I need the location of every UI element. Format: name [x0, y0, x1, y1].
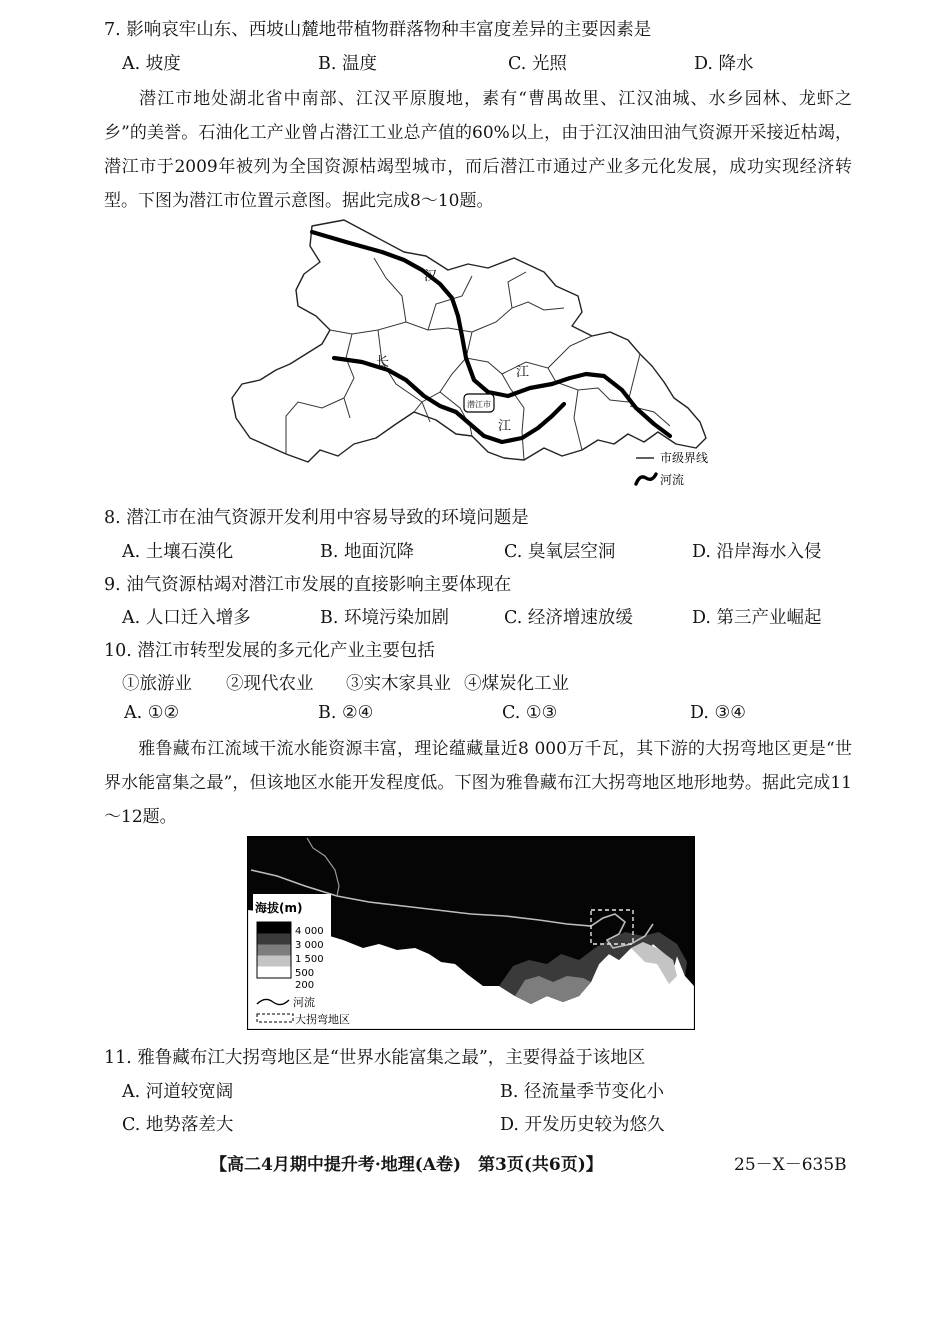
q11-option-d: D. 开发历史较为悠久	[500, 1115, 665, 1135]
legend-level-200: 200	[295, 980, 315, 991]
legend-title: 海拔(m)	[255, 901, 303, 915]
q10-stem: 10. 潜江市转型发展的多元化产业主要包括	[104, 641, 435, 661]
q8-option-b: B. 地面沉降	[320, 542, 414, 562]
q11-stem: 11. 雅鲁藏布江大拐弯地区是“世界水能富集之最”，主要得益于该地区	[104, 1048, 646, 1068]
legend-region-label: 大拐弯地区	[295, 1013, 350, 1026]
legend-level-500: 500	[295, 968, 315, 979]
passage-qianjiang	[104, 82, 852, 218]
q10-option-b: B. ②④	[318, 703, 374, 723]
q8-option-c: C. 臭氧层空洞	[504, 542, 616, 562]
q7-option-c: C. 光照	[508, 54, 567, 74]
q7-option-b: B. 温度	[318, 54, 377, 74]
q9-option-d: D. 第三产业崛起	[692, 608, 822, 628]
q9-option-c: C. 经济增速放缓	[504, 608, 633, 628]
q10-option-c: C. ①③	[502, 703, 558, 723]
q9-option-a: A. 人口迁入增多	[122, 608, 251, 628]
q11-option-c: C. 地势落差大	[122, 1115, 234, 1135]
passage-yarlung-text: 雅鲁藏布江流域干流水能资源丰富，理论蕴藏量近8 000万千瓦，其下游的大拐弯地区更是“世界水能富集之最”，但该地区水能开发程度低。下图为雅鲁藏布江大拐弯地区地形地势。据此完成11～12题。	[104, 739, 852, 827]
jiang-label-lower: 江	[498, 419, 512, 434]
footer-code: 25－X－635B	[734, 1155, 847, 1175]
legend-boundary-label: 市级界线	[660, 451, 709, 465]
qianjiang-city-label: 潜江市	[467, 400, 491, 409]
q9-option-b: B. 环境污染加剧	[320, 608, 449, 628]
jiang-label-upper: 江	[516, 365, 530, 380]
legend-swatch-3000	[258, 934, 291, 945]
q9-stem: 9. 油气资源枯竭对潜江市发展的直接影响主要体现在	[104, 575, 512, 595]
footer-title: 【高二4月期中提升考·地理(A卷) 第3页(共6页)】	[210, 1155, 603, 1175]
q10-item-1: ①旅游业	[122, 674, 192, 694]
legend-river-symbol	[636, 474, 656, 484]
legend-swatch-1500	[258, 945, 291, 956]
legend-river-label: 河流	[660, 473, 685, 487]
q7-stem: 7. 影响哀牢山东、西坡山麓地带植物群落物种丰富度差异的主要因素是	[104, 20, 652, 40]
q8-option-d: D. 沿岸海水入侵	[692, 542, 822, 562]
q8-stem: 8. 潜江市在油气资源开发利用中容易导致的环境问题是	[104, 508, 529, 528]
q10-option-d: D. ③④	[690, 703, 746, 723]
q11-option-b: B. 径流量季节变化小	[500, 1082, 664, 1102]
q10-item-4: ④煤炭化工业	[464, 674, 569, 694]
q8-option-a: A. 土壤石漠化	[122, 542, 234, 562]
legend-river-label: 河流	[293, 996, 315, 1009]
q7-option-a: A. 坡度	[122, 54, 181, 74]
q7-option-d: D. 降水	[694, 54, 754, 74]
legend-swatch-200	[258, 967, 291, 978]
qianjiang-location-map	[226, 212, 726, 492]
legend-swatch-4000	[258, 923, 291, 934]
passage-yarlung	[104, 732, 852, 834]
legend-level-4000: 4 000	[295, 926, 324, 937]
passage-qianjiang-text: 潜江市地处湖北省中南部、江汉平原腹地，素有“曹禺故里、江汉油城、水乡园林、龙虾之乡”的美誉。石油化工产业曾占潜江工业总产值的60%以上，由于江汉油田油气资源开采接近枯竭，潜江市于2009年被列为全国资源枯竭型城市，而后潜江市通过产业多元化发展，成功实现经济转型。下图为潜江市位置示意图。据此完成8～10题。	[104, 89, 852, 211]
yarlung-terrain-map	[247, 836, 695, 1030]
q11-option-a: A. 河道较宽阔	[122, 1082, 234, 1102]
q10-option-a: A. ①②	[124, 703, 180, 723]
legend-level-1500: 1 500	[295, 954, 324, 965]
q10-item-3: ③实木家具业	[346, 674, 451, 694]
chang-label: 长	[376, 355, 390, 370]
legend-swatch-500	[258, 956, 291, 967]
q10-item-2: ②现代农业	[226, 674, 314, 694]
han-label: 汉	[424, 269, 438, 284]
legend-level-3000: 3 000	[295, 940, 324, 951]
